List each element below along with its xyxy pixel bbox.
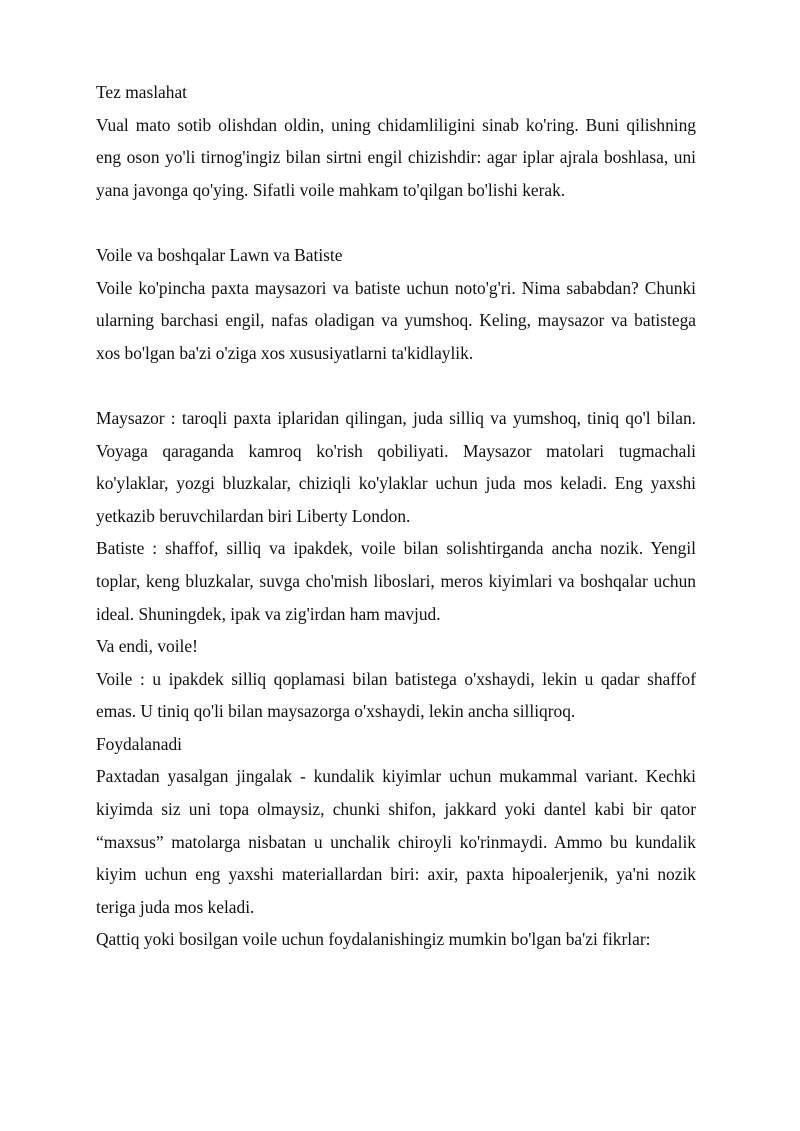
ideas-intro-paragraph: Qattiq yoki bosilgan voile uchun foydalanishingiz mumkin bo'lgan ba'zi fikrlar: xyxy=(96,929,651,950)
lawn-paragraph: Maysazor : taroqli paxta iplaridan qilingan, juda silliq va yumshoq, tiniq qo'l bilan. Voyaga qaraganda kamroq ko'rish qobiliyati. Maysazor matolari tugmachali ko'ylaklar, yozgi bluzkalar, chiziqli ko'ylaklar uchun juda mos keladi. Eng yaxshi yetkazib beruvchilardan biri Liberty London. xyxy=(96,407,696,526)
paragraph-spacer xyxy=(96,369,696,402)
tip-paragraph: Vual mato sotib olishdan oldin, uning chidamliligini sinab ko'ring. Buni qilishning eng oson yo'li tirnog'ingiz bilan sirtni engil chizishdir: agar iplar ajrala boshlasa, uni yana javonga qo'ying. Sifatli voile mahkam to'qilgan bo'lishi kerak. xyxy=(96,114,696,200)
document-page xyxy=(96,76,696,956)
benefits-paragraph: Paxtadan yasalgan jingalak - kundalik kiyimlar uchun mukammal variant. Kechki kiyimda siz uni topa olmaysiz, chunki shifon, jakkard yoki dantel kabi bir qator “maxsus” matolarga nisbatan u unchalik chiroyli ko'rinmaydi. Ammo bu kundalik kiyim uchun eng yaxshi materiallardan biri: axir, paxta hipoalerjenik, ya'ni nozik teriga juda mos keladi. xyxy=(96,766,696,917)
tip-heading: Tez maslahat xyxy=(96,82,188,102)
voile-paragraph: Voile : u ipakdek silliq qoplamasi bilan batistega o'xshaydi, lekin u qadar shaffof emas. U tiniq qo'li bilan maysazorga o'xshaydi, lekin ancha silliqroq. xyxy=(96,668,696,722)
voile-heading: Va endi, voile! xyxy=(96,636,198,657)
benefits-heading: Foydalanadi xyxy=(96,733,182,754)
section-intro-paragraph: Voile ko'pincha paxta maysazori va batiste uchun noto'g'ri. Nima sababdan? Chunki ularning barchasi engil, nafas oladigan va yumshoq. Keling, maysazor va batistega xos bo'lgan ba'zi o'ziga xos xususiyatlarni ta'kidlaylik. xyxy=(96,277,696,363)
paragraph-spacer xyxy=(96,206,696,239)
section-heading: Voile va boshqalar Lawn va Batiste xyxy=(96,244,343,265)
batiste-paragraph: Batiste : shaffof, silliq va ipakdek, voile bilan solishtirganda ancha nozik. Yengil toplar, keng bluzkalar, suvga cho'mish liboslari, meros kiyimlari va boshqalar uchun ideal. Shuningdek, ipak va zig'irdan ham mavjud. xyxy=(96,538,696,624)
